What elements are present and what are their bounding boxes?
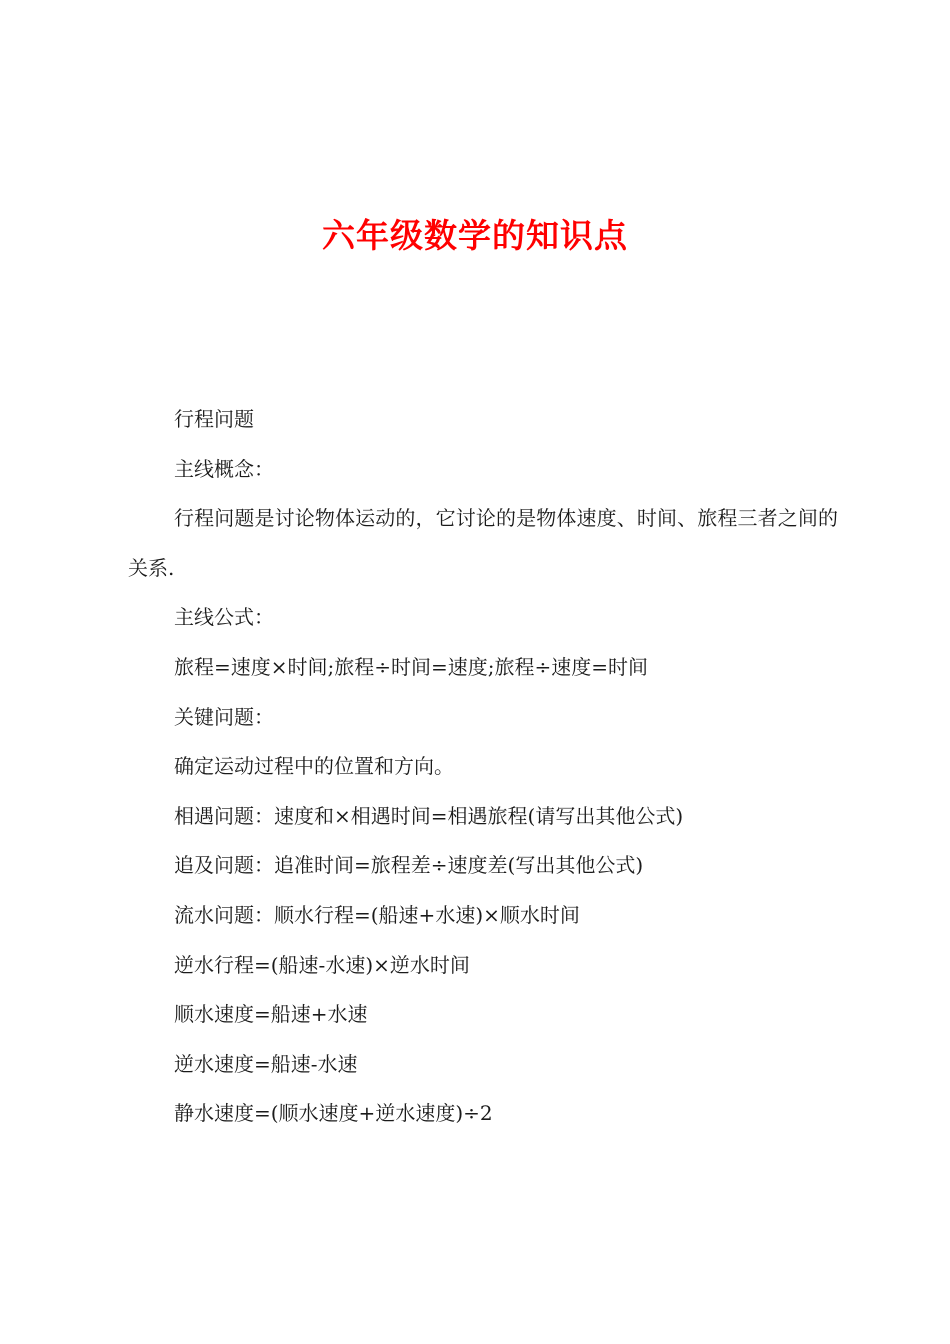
paragraph: 行程问题是讨论物体运动的，它讨论的是物体速度、时间、旅程三者之间的关系.	[128, 506, 838, 580]
paragraph: 关键问题：	[174, 704, 274, 729]
paragraph: 行程问题	[174, 407, 254, 431]
document-body	[128, 395, 838, 1139]
paragraph: 静水速度=(顺水速度+逆水速度)÷2	[174, 1101, 493, 1126]
paragraph: 逆水速度=船速-水速	[174, 1051, 358, 1076]
paragraph: 确定运动过程中的位置和方向。	[174, 754, 454, 779]
paragraph: 追及问题：追准时间=旅程差÷速度差(写出其他公式)	[174, 853, 644, 878]
paragraph: 旅程=速度×时间;旅程÷时间=速度;旅程÷速度=时间	[174, 654, 649, 679]
document-title: 六年级数学的知识点	[322, 216, 628, 255]
paragraph: 逆水行程=(船速-水速)×逆水时间	[174, 952, 470, 977]
paragraph: 流水问题：顺水行程=(船速+水速)×顺水时间	[174, 902, 580, 927]
paragraph: 主线概念：	[174, 456, 274, 481]
paragraph: 顺水速度=船速+水速	[174, 1002, 368, 1027]
paragraph: 相遇问题：速度和×相遇时间=相遇旅程(请写出其他公式)	[174, 803, 684, 828]
paragraph: 主线公式：	[174, 605, 274, 630]
